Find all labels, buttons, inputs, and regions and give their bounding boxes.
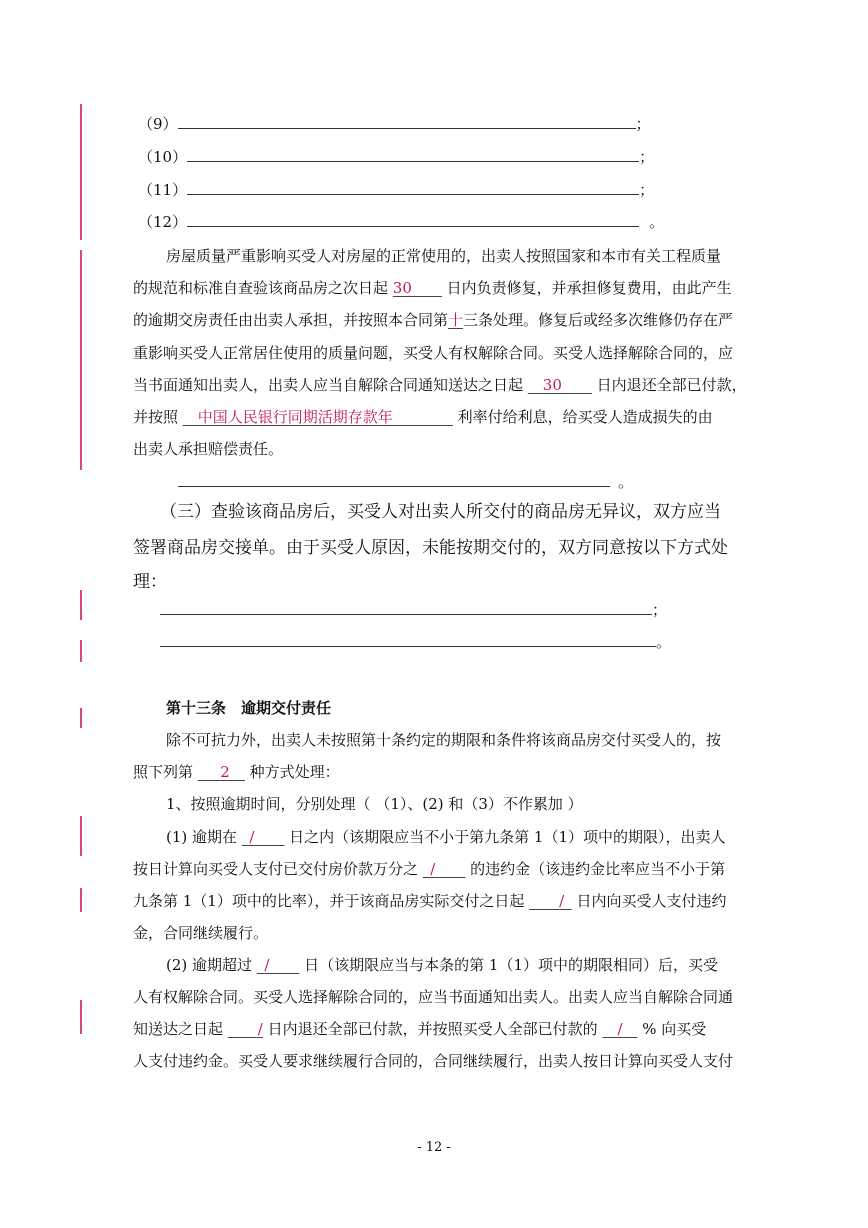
blank-line: 。 [178,472,633,492]
repair-days-value: 30 [392,279,412,297]
list-item: （10） ； [138,148,655,166]
paragraph-line: 并按照 中国人民银行同期活期存款年 利率付给利息，给买受人造成损失的由 [133,408,713,426]
method-choice-value: 2 [220,763,230,781]
penalty-ratio-value: / [430,860,436,878]
paragraph-line: 金，合同继续履行。 [133,924,269,942]
revision-mark [80,708,82,728]
revision-mark [80,888,82,912]
refund-days-value: 30 [542,376,562,394]
paragraph-line: （三）查验该商品房后，买受人对出卖人所交付的商品房无异议，双方应当 [160,502,721,522]
paragraph-line: 按日计算向买受人支付已交付房价款万分之 / 的违约金（该违约金比率应当不小于第 [133,860,726,878]
list-item: （12） 。 [138,213,665,231]
paragraph-line: 照下列第 2 种方式处理： [133,763,340,781]
list-item: （11） ； [138,181,655,199]
revision-mark [80,104,82,240]
revision-mark [80,590,82,620]
paragraph-line: 人支付违约金。买受人要求继续履行合同的，合同继续履行，出卖人按日计算向买受人支付 [133,1052,734,1070]
revision-mark [80,1000,82,1034]
list-item: （9） ； [138,115,651,133]
paragraph-line: 九条第 1（1）项中的比率），并于该商品房实际交付之日起 / 日内向买受人支付违约 [133,892,727,910]
paragraph-line: (2) 逾期超过 / 日（该期限应当与本条的第 1（1）项中的期限相同）后，买受 [166,956,719,974]
interest-rate-value: 中国人民银行同期活期存款年 [197,408,393,426]
overdue-days-value: / [249,828,255,846]
revision-mark [80,250,82,470]
paragraph-line: 房屋质量严重影响买受人对房屋的正常使用的，出卖人按照国家和本市有关工程质量 [166,247,722,265]
article-ref-value: 十 [448,311,464,329]
paragraph-line: 1、按照逾期时间，分别处理（ （1）、(2) 和（3）不作累加 ） [166,795,583,813]
paragraph-line: 签署商品房交接单。由于买受人原因，未能按期交付的，双方同意按以下方式处 [133,538,728,558]
penalty-percent-value: / [617,1020,623,1038]
paragraph-line: 理： [133,572,167,592]
paragraph-line: 出卖人承担赔偿责任。 [133,440,284,458]
paragraph-line: 除不可抗力外，出卖人未按照第十条约定的期限和条件将该商品房交付买受人的，按 [166,731,722,749]
payment-days-value: / [559,892,565,910]
paragraph-line: 重影响买受人正常居住使用的质量问题，买受人有权解除合同。买受人选择解除合同的，应 [133,344,734,362]
article-title: 第十三条 逾期交付责任 [166,699,332,717]
blank-line: 。 [160,632,671,652]
refund-days-value: / [257,1020,263,1038]
paragraph-line: 人有权解除合同。买受人选择解除合同的，应当书面通知出卖人。出卖人应当自解除合同通 [133,988,734,1006]
revision-mark [80,640,82,662]
paragraph-line: 的规范和标准自查验该商品房之次日起 30 日内负责修复，并承担修复费用，由此产生 [133,279,732,297]
paragraph-line: 知送达之日起 / 日内退还全部已付款，并按照买受人全部已付款的 / % 向买受 [133,1020,707,1038]
page-number: - 12 - [417,1140,451,1155]
overdue-exceed-days-value: / [264,956,270,974]
revision-mark [80,816,82,856]
paragraph-line: 的逾期交房责任由出卖人承担，并按照本合同第十三条处理。修复后或经多次维修仍存在严 [133,311,734,329]
blank-line: ； [160,600,667,620]
paragraph-line: (1) 逾期在 / 日之内（该期限应当不小于第九条第 1（1）项中的期限），出卖人 [166,828,726,846]
paragraph-line: 当书面通知出卖人，出卖人应当自解除合同通知送达之日起 30 日内退还全部已付款， [133,376,747,394]
